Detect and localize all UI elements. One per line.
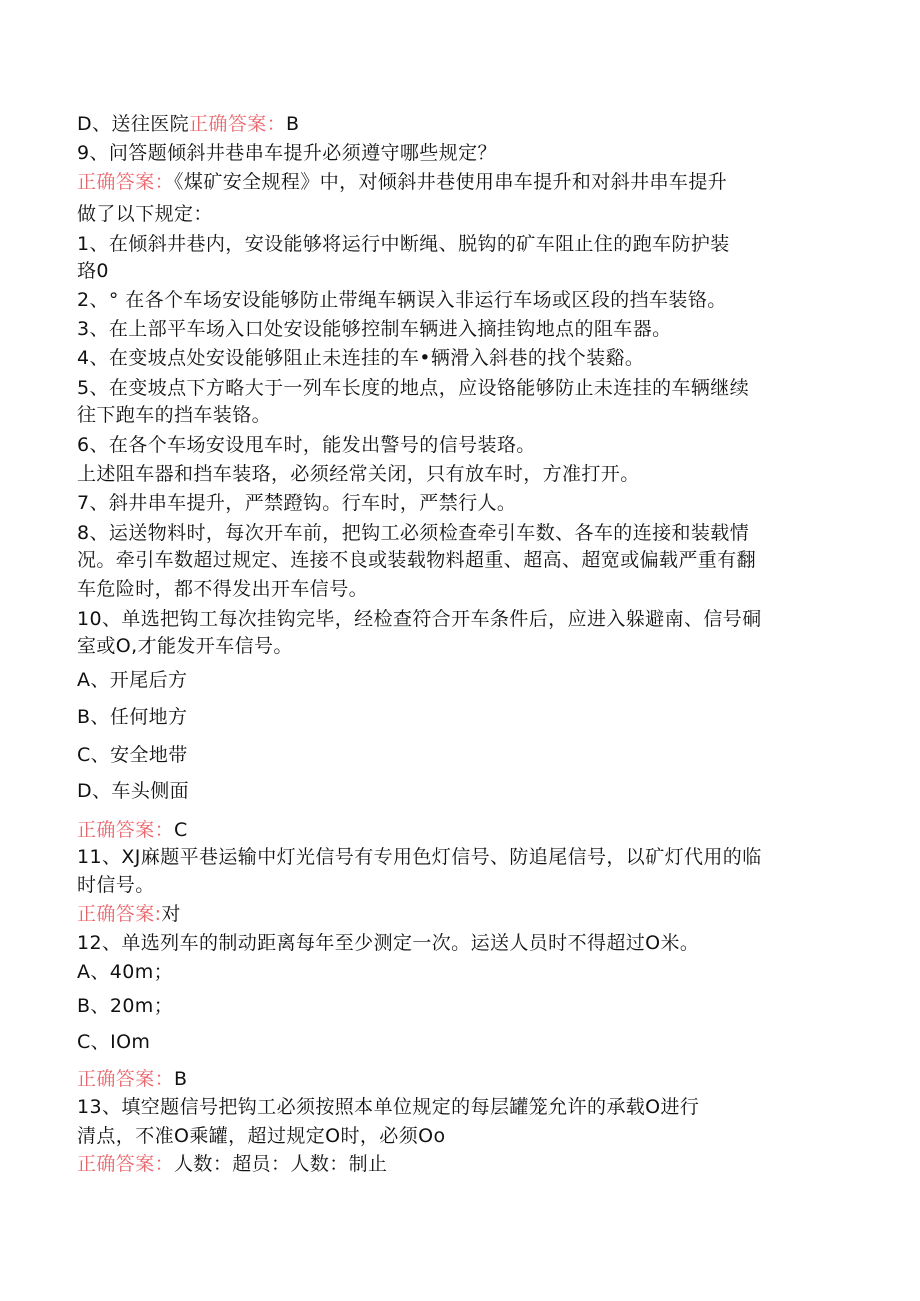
answer-value: C	[174, 819, 188, 841]
paragraph-line: 7、斜井串车提升，严禁蹬钩。行车时，严禁行人。	[77, 492, 517, 514]
question-10: 10、单选把钩工每次挂钩完毕，经检查符合开车条件后，应进入躲避南、信号硐	[77, 608, 762, 630]
answer-text: 《煤矿安全规程》中，对倾斜井巷使用串车提升和对斜井串车提升	[174, 171, 728, 193]
paragraph-line: 5、在变坡点下方略大于一列车长度的地点，应设铬能够防止未连挂的车辆继续	[77, 377, 750, 399]
option-d: D、车头侧面	[77, 780, 190, 802]
paragraph-line: 2、° 在各个车场安设能够防止带绳车辆误入非运行车场或区段的挡车装铬。	[77, 289, 727, 311]
question-9: 9、问答题倾斜井巷串车提升必须遵守哪些规定？	[77, 142, 497, 164]
option-b: B、20m；	[77, 995, 174, 1017]
option-text: D、送往医院	[77, 113, 190, 135]
question-10-cont: 室或O,才能发开车信号。	[77, 635, 293, 657]
answer-value: B	[174, 1068, 188, 1090]
answer-label: 正确答案:	[77, 903, 162, 925]
paragraph-line: 珞0	[77, 260, 109, 282]
answer-label: 正确答案：	[189, 113, 287, 135]
answer-10-line	[77, 817, 188, 843]
option-d-with-answer	[77, 111, 299, 137]
answer-13-line	[77, 1151, 387, 1177]
paragraph-line: 1、在倾斜井巷内，安设能够将运行中断绳、脱钩的矿车阻止住的跑车防护装	[77, 233, 730, 255]
answer-label: 正确答案：	[77, 1153, 175, 1175]
question-13: 13、填空题信号把钩工必须按照本单位规定的每层罐笼允许的承载O进行	[77, 1096, 700, 1118]
answer-value: 人数：超员：人数：制止	[174, 1153, 388, 1175]
paragraph-line: 6、在各个车场安设甩车时，能发出警号的信号装珞。	[77, 434, 536, 456]
paragraph-line: 况。牵引车数超过规定、连接不良或装载物料超重、超高、超宽或偏载严重有翻	[77, 549, 757, 571]
answer-label: 正确答案：	[77, 1068, 175, 1090]
answer-value: B	[286, 113, 300, 135]
answer-12-line	[77, 1066, 187, 1092]
question-11-cont: 时信号。	[77, 874, 155, 896]
paragraph-line: 做了以下规定：	[77, 203, 213, 225]
answer-label: 正确答案：	[77, 819, 175, 841]
option-c: C、IOm	[77, 1031, 151, 1053]
paragraph-line: 8、运送物料时，每次开车前，把钩工必须检查牵引车数、各车的连接和装载情	[77, 522, 750, 544]
answer-11-line	[77, 901, 181, 927]
answer-label: 正确答案：	[77, 171, 175, 193]
paragraph-line: 4、在变坡点处安设能够阻止未连挂的车•辆滑入斜巷的找个装谿。	[77, 347, 645, 369]
question-12: 12、单选列车的制动距离每年至少测定一次。运送人员时不得超过O米。	[77, 932, 700, 954]
question-13-cont: 清点，不准O乘罐，超过规定O时，必须Oo	[77, 1125, 446, 1147]
answer-9-line	[77, 169, 727, 195]
option-b: B、任何地方	[77, 706, 188, 728]
question-11: 11、XJ麻题平巷运输中灯光信号有专用色灯信号、防追尾信号，以矿灯代用的临	[77, 846, 762, 868]
option-a: A、开尾后方	[77, 669, 188, 691]
option-a: A、40m；	[77, 961, 174, 983]
option-c: C、安全地带	[77, 744, 188, 766]
paragraph-line: 上述阻车器和挡车装珞，必须经常关闭，只有放车时，方准打开。	[77, 463, 640, 485]
paragraph-line: 3、在上部平车场入口处安设能够控制车辆进入摘挂钩地点的阻车器。	[77, 318, 672, 340]
paragraph-line: 车危险时，都不得发出开车信号。	[77, 578, 369, 600]
answer-value: 对	[161, 903, 181, 925]
paragraph-line: 往下跑车的挡车装铬。	[77, 404, 272, 426]
